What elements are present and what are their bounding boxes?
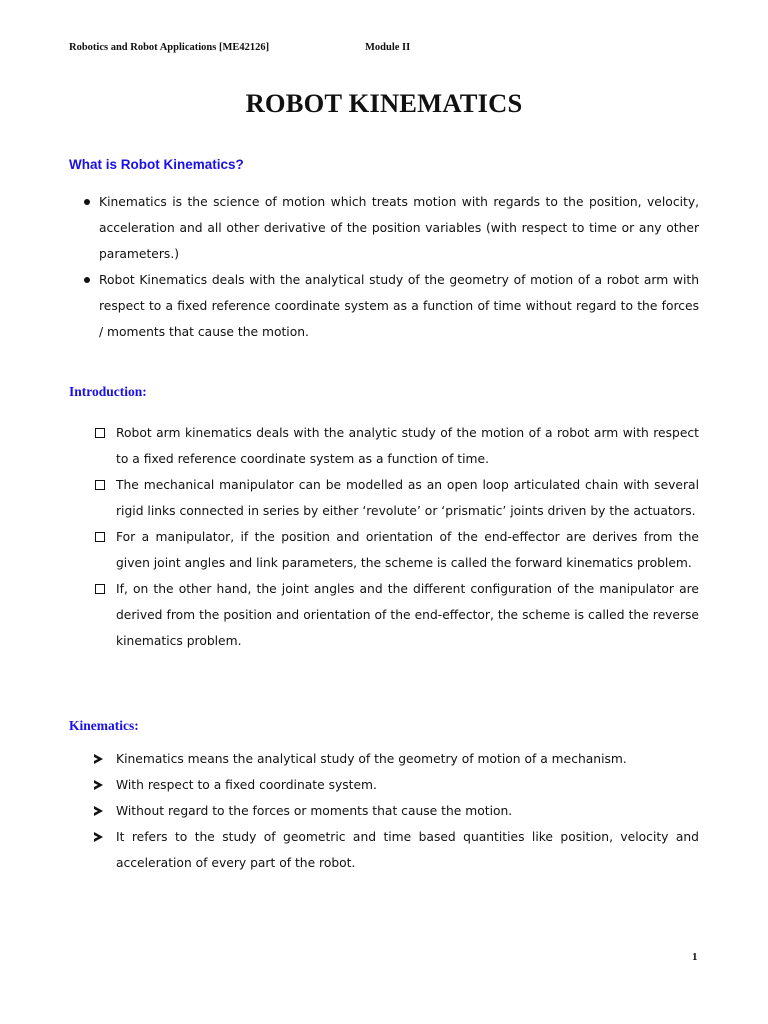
course-title: Robotics and Robot Applications [ME42126] [69,42,270,53]
list-item [116,472,699,524]
arrow-bullet-icon [94,780,103,790]
checkbox-bullet-icon [95,532,105,542]
list-item-text: Without regard to the forces or moments that cause the motion. [116,804,513,818]
what-is-bullet-list [99,189,699,345]
arrow-bullet-icon [94,754,103,764]
checkbox-bullet-icon [95,428,105,438]
checkbox-bullet-icon [95,584,105,594]
list-item [116,420,699,472]
bullet-dot-icon [84,199,90,205]
list-item [116,524,699,576]
list-item-text: For a manipulator, if the position and orientation of the end-effector are derives from the given joint angles and link parameters, the scheme is called the forward kinematics problem. [116,530,699,570]
list-item [116,772,699,798]
list-item-text: With respect to a fixed coordinate system. [116,778,377,792]
list-item-text: Kinematics means the analytical study of the geometry of motion of a mechanism. [116,752,627,766]
list-item-text: Robot Kinematics deals with the analytical study of the geometry of motion of a robot arm with respect to a fixed reference coordinate system as a function of time without regard to the forces / moments that cause the motion. [99,273,699,339]
heading-introduction: Introduction: [69,384,147,399]
list-item [116,824,699,876]
kinematics-list [116,746,699,876]
arrow-bullet-icon [94,806,103,816]
page-number: 1 [692,951,698,963]
page-title: ROBOT KINEMATICS [245,88,523,118]
module-label: Module II [365,42,411,53]
page-header [69,42,411,53]
heading-kinematics: Kinematics: [69,718,139,733]
list-item-text: The mechanical manipulator can be modelled as an open loop articulated chain with several rigid links connected in series by either ‘revolute’ or ‘prismatic’ joints driven by the actuators. [116,478,699,518]
list-item [116,576,699,654]
list-item-text: Robot arm kinematics deals with the analytic study of the motion of a robot arm with respect to a fixed reference coordinate system as a function of time. [116,426,699,466]
list-item [99,267,699,345]
list-item-text: If, on the other hand, the joint angles and the different configuration of the manipulator are derived from the position and orientation of the end-effector, the scheme is called the reverse kinematics problem. [116,582,699,648]
introduction-list [116,420,699,654]
arrow-bullet-icon [94,832,103,842]
list-item [99,189,699,267]
list-item [116,798,699,824]
bullet-dot-icon [84,277,90,283]
checkbox-bullet-icon [95,480,105,490]
heading-what-is-robot-kinematics: What is Robot Kinematics? [69,157,244,172]
list-item-text: It refers to the study of geometric and time based quantities like position, velocity and acceleration of every part of the robot. [116,830,699,870]
list-item [116,746,699,772]
list-item-text: Kinematics is the science of motion which treats motion with regards to the position, velocity, acceleration and all other derivative of the position variables (with respect to time or any other parameters.) [99,195,699,261]
